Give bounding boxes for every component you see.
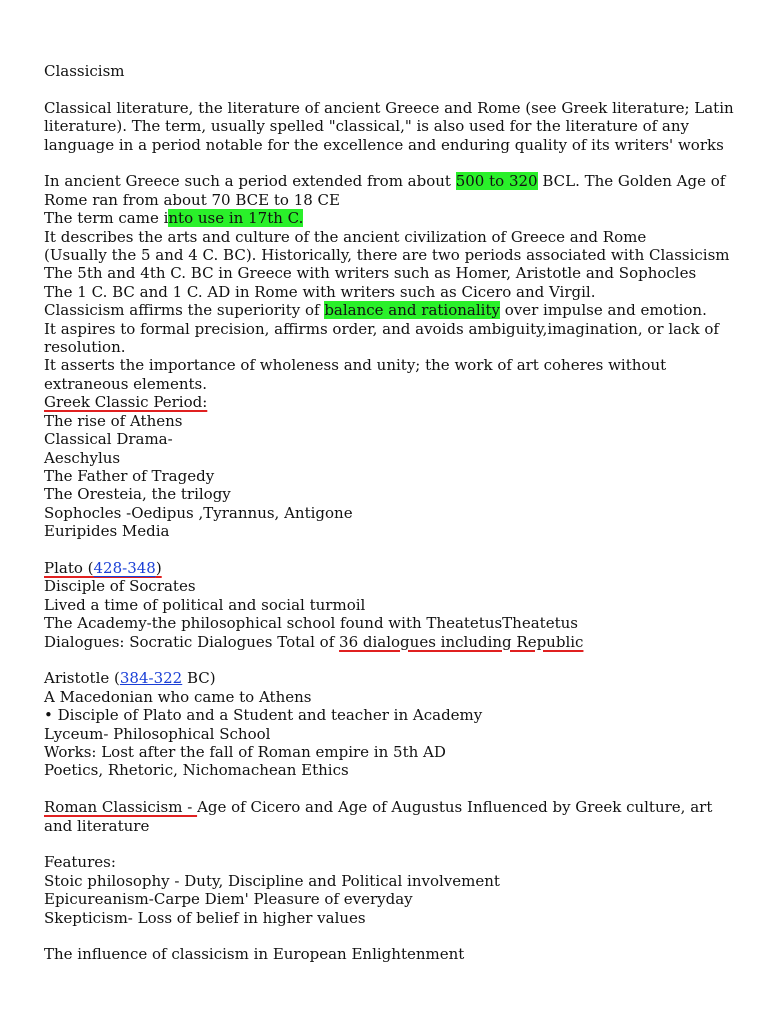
highlight-500-320: 500 to 320 [455,172,538,191]
plato-years-link[interactable]: 428-348 [93,558,156,577]
period-line-4: (Usually the 5 and 4 C. BC). Historically, there are two periods associated with Classicism [44,246,730,265]
plato-dialogues-line: Dialogues: Socratic Dialogues Total of 36 dialogues including Republic [44,632,584,651]
features-heading: Features: [44,853,116,872]
aristotle-item: • Disciple of Plato and a Student and teacher in Academy [44,706,483,725]
aristotle-item: A Macedonian who came to Athens [44,687,312,706]
aristotle-item: Poetics, Rhetoric, Nichomachean Ethics [44,761,349,780]
feature-item: Skepticism- Loss of belief in higher values [44,908,366,927]
greek-item: The Father of Tragedy [44,466,215,485]
highlight-17th-c: nto use in 17th C. [168,209,304,228]
document-title: Classicism [44,62,125,80]
roman-paragraph: Roman Classicism - Age of Cicero and Age of Augustus Influenced by Greek culture, art and literature [44,798,713,835]
roman-heading: Roman Classicism - [44,798,198,817]
feature-item: Epicureanism-Carpe Diem' Pleasure of everyday [44,890,413,909]
greek-item: Aeschylus [44,448,121,467]
aristotle-years-link[interactable]: 384-322 [119,669,183,688]
greek-item: The rise of Athens [44,411,183,430]
feature-item: Stoic philosophy - Duty, Discipline and Political involvement [44,871,500,890]
greek-heading: Greek Classic Period: [44,393,208,412]
plato-line: The Academy-the philosophical school found with TheatetusTheatetus [44,614,578,633]
period-line-3: It describes the arts and culture of the ancient civilization of Greece and Rome [44,227,647,246]
plato-line: Lived a time of political and social turmoil [44,595,366,614]
greek-item: The Oresteia, the trilogy [44,485,231,504]
greek-item: Euripides Media [44,522,170,541]
aristotle-item: Works: Lost after the fall of Roman empire in 5th AD [44,742,446,761]
period-line-9: It asserts the importance of wholeness and unity; the work of art coheres without extraneous elements. [44,356,667,393]
dialogues-underline: 36 dialogues including Republic [339,632,584,651]
greek-item: Classical Drama- [44,430,173,449]
period-line-7: Classicism affirms the superiority of balance and rationality over impulse and emotion. [44,301,707,320]
intro-paragraph: Classical literature, the literature of ancient Greece and Rome (see Greek literature; Latin literature). The term, usually spelled "classical," is also used for the literature of any language in a period notable for the excellence and enduring quality of its writers' works [44,98,734,154]
plato-heading: Plato (428-348) [44,558,162,577]
period-line-2: The term came into use in 17th C. [44,209,304,228]
period-line-5: The 5th and 4th C. BC in Greece with writers such as Homer, Aristotle and Sophocles [44,264,697,283]
period-line-1: In ancient Greece such a period extended from about 500 to 320 BCL. The Golden Age of Rome ran from about 70 BCE to 18 CE [44,172,726,209]
document-page [44,62,734,964]
highlight-balance-rationality: balance and rationality [324,301,500,320]
plato-line: Disciple of Socrates [44,577,196,596]
greek-item: Sophocles -Oedipus ,Tyrannus, Antigone [44,503,353,522]
period-line-6: The 1 C. BC and 1 C. AD in Rome with writers such as Cicero and Virgil. [44,282,596,301]
closing-line: The influence of classicism in European Enlightenment [44,945,465,964]
aristotle-heading: Aristotle (384-322 BC) [44,669,216,688]
period-line-8: It aspires to formal precision, affirms order, and avoids ambiguity,imagination, or lack of resolution. [44,319,719,357]
aristotle-item: Lyceum- Philosophical School [44,724,271,743]
